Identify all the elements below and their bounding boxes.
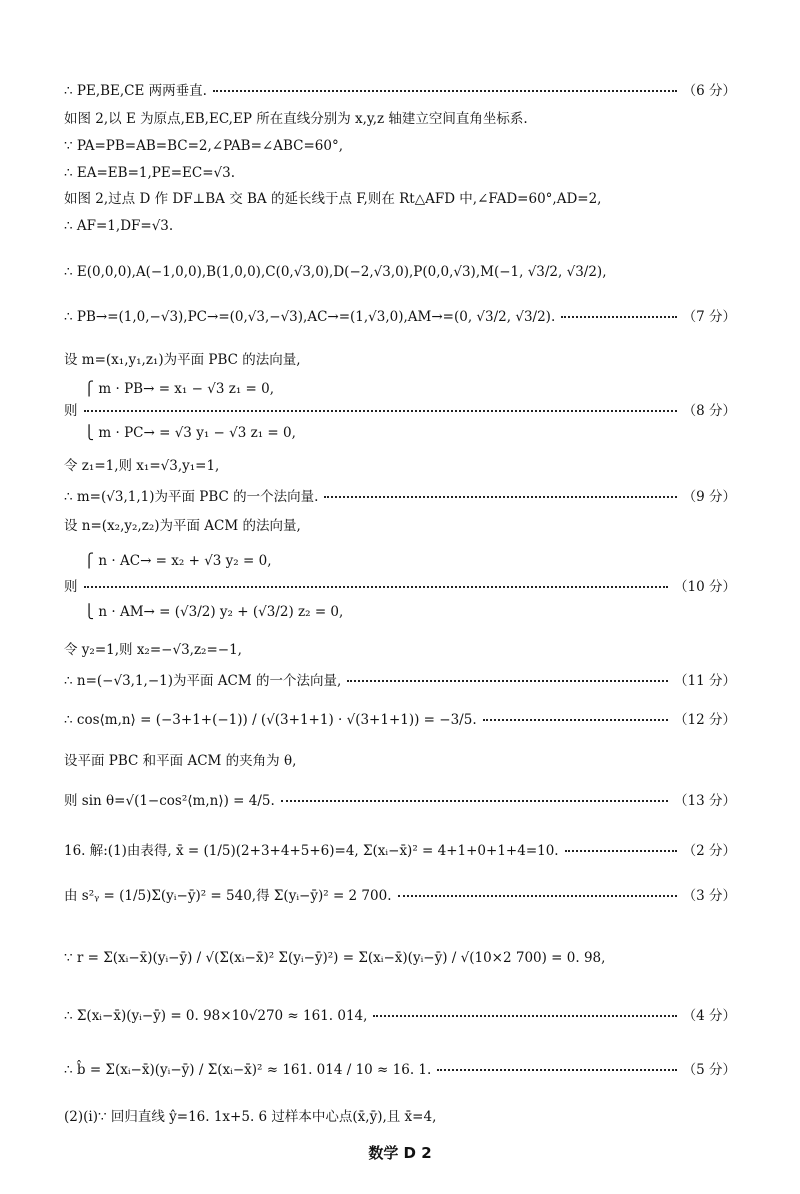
score-mark: （8 分） (682, 403, 736, 419)
line-text: 令 z₁=1,则 x₁=√3,y₁=1, (64, 458, 220, 474)
line-text: ∵ PA=PB=AB=BC=2,∠PAB=∠ABC=60°, (64, 138, 344, 154)
solution-line (64, 190, 736, 208)
line-text: 如图 2,以 E 为原点,EB,EC,EP 所在直线分别为 x,y,z 轴建立空间直角坐标系. (64, 111, 528, 127)
solution-line (64, 164, 736, 182)
score-mark: （9 分） (682, 489, 736, 505)
solution-line (84, 603, 736, 621)
dotted-leader (373, 1015, 676, 1017)
score-mark: （6 分） (682, 83, 736, 99)
line-text: ∴ m=(√3,1,1)为平面 PBC 的一个法向量. (64, 489, 319, 505)
dotted-leader (84, 586, 669, 588)
line-text: ∴ n=(−√3,1,−1)为平面 ACM 的一个法向量, (64, 673, 342, 689)
line-text: 则 (64, 403, 78, 419)
line-text: ∵ r = Σ(xᵢ−x̄)(yᵢ−ȳ) / √(Σ(xᵢ−x̄)² Σ(yᵢ−ȳ)²) = Σ(xᵢ−x̄)(yᵢ−ȳ) / √(10×2 700) = 0. 98, (64, 950, 606, 966)
line-text: ∴ EA=EB=1,PE=EC=√3. (64, 165, 235, 181)
line-text: 令 y₂=1,则 x₂=−√3,z₂=−1, (64, 642, 242, 658)
line-text: ⎩ n · AM→ = (√3/2) y₂ + (√3/2) z₂ = 0, (84, 604, 344, 620)
score-mark: （2 分） (682, 843, 736, 859)
solution-line (64, 949, 736, 967)
dotted-leader (483, 719, 668, 721)
solution-line (84, 552, 736, 570)
dotted-leader (561, 316, 676, 318)
solution-line (64, 578, 736, 596)
line-text: ⎩ m · PC→ = √3 y₁ − √3 z₁ = 0, (84, 425, 296, 441)
solution-line (64, 110, 736, 128)
solution-line (64, 641, 736, 659)
line-text: ∴ AF=1,DF=√3. (64, 218, 174, 234)
score-mark: （7 分） (682, 309, 736, 325)
dotted-leader (281, 800, 668, 802)
solution-line (64, 672, 736, 690)
line-text: ∴ Σ(xᵢ−x̄)(yᵢ−ȳ) = 0. 98×10√270 ≈ 161. 014, (64, 1008, 368, 1024)
solution-line (84, 424, 736, 442)
line-text: ∴ PB→=(1,0,−√3),PC→=(0,√3,−√3),AC→=(1,√3,0),AM→=(0, √3/2, √3/2). (64, 309, 556, 325)
score-mark: （12 分） (674, 712, 736, 728)
dotted-leader (213, 90, 677, 92)
line-text: 设平面 PBC 和平面 ACM 的夹角为 θ, (64, 753, 297, 769)
dotted-leader (398, 895, 677, 897)
solution-line (64, 1061, 736, 1079)
solution-line (64, 842, 736, 860)
solution-line (64, 1007, 736, 1025)
solution-line (64, 488, 736, 506)
solution-line (64, 402, 736, 420)
solution-line (64, 457, 736, 475)
dotted-leader (565, 850, 677, 852)
solution-line (64, 351, 736, 369)
score-mark: （13 分） (674, 793, 736, 809)
solution-line (64, 217, 736, 235)
solution-line (64, 887, 736, 905)
score-mark: （11 分） (674, 673, 736, 689)
line-text: 设 n=(x₂,y₂,z₂)为平面 ACM 的法向量, (64, 518, 301, 534)
line-text: ⎧ n · AC→ = x₂ + √3 y₂ = 0, (84, 553, 272, 569)
page-footer: 数学 D 2 (368, 1144, 432, 1162)
line-text: ∴ E(0,0,0),A(−1,0,0),B(1,0,0),C(0,√3,0),D(−2,√3,0),P(0,0,√3),M(−1, √3/2, √3/2), (64, 264, 607, 280)
solution-line (64, 517, 736, 535)
line-text: 16. 解:(1)由表得, x̄ = (1/5)(2+3+4+5+6)=4, Σ(xᵢ−x̄)² = 4+1+0+1+4=10. (64, 843, 559, 859)
solution-line (64, 711, 736, 729)
line-text: ∴ b̂ = Σ(xᵢ−x̄)(yᵢ−ȳ) / Σ(xᵢ−x̄)² ≈ 161. 014 / 10 ≈ 16. 1. (64, 1062, 432, 1078)
score-mark: （5 分） (682, 1062, 736, 1078)
solution-line (84, 380, 736, 398)
line-text: 由 s²ᵧ = (1/5)Σ(yᵢ−ȳ)² = 540,得 Σ(yᵢ−ȳ)² = 2 700. (64, 888, 392, 904)
solution-line (64, 308, 736, 326)
line-text: 则 sin θ=√(1−cos²⟨m,n⟩) = 4/5. (64, 793, 275, 809)
line-text: 则 (64, 579, 78, 595)
solution-line (64, 752, 736, 770)
dotted-leader (347, 680, 668, 682)
score-mark: （4 分） (682, 1008, 736, 1024)
line-text: ∴ PE,BE,CE 两两垂直. (64, 83, 207, 99)
dotted-leader (437, 1069, 676, 1071)
line-text: ∴ cos⟨m,n⟩ = (−3+1+(−1)) / (√(3+1+1) · √(3+1+1)) = −3/5. (64, 712, 477, 728)
solution-line (64, 137, 736, 155)
solution-line (64, 792, 736, 810)
solution-line (64, 263, 736, 281)
dotted-leader (84, 410, 677, 412)
solution-line (64, 1108, 736, 1126)
line-text: ⎧ m · PB→ = x₁ − √3 z₁ = 0, (84, 381, 275, 397)
score-mark: （10 分） (674, 579, 736, 595)
dotted-leader (324, 496, 676, 498)
score-mark: （3 分） (682, 888, 736, 904)
line-text: 如图 2,过点 D 作 DF⊥BA 交 BA 的延长线于点 F,则在 Rt△AFD 中,∠FAD=60°,AD=2, (64, 191, 602, 207)
solution-line (64, 82, 736, 100)
line-text: (2)(ⅰ)∵ 回归直线 ŷ=16. 1x+5. 6 过样本中心点(x̄,ȳ),且 x̄=4, (64, 1109, 437, 1125)
line-text: 设 m=(x₁,y₁,z₁)为平面 PBC 的法向量, (64, 352, 301, 368)
